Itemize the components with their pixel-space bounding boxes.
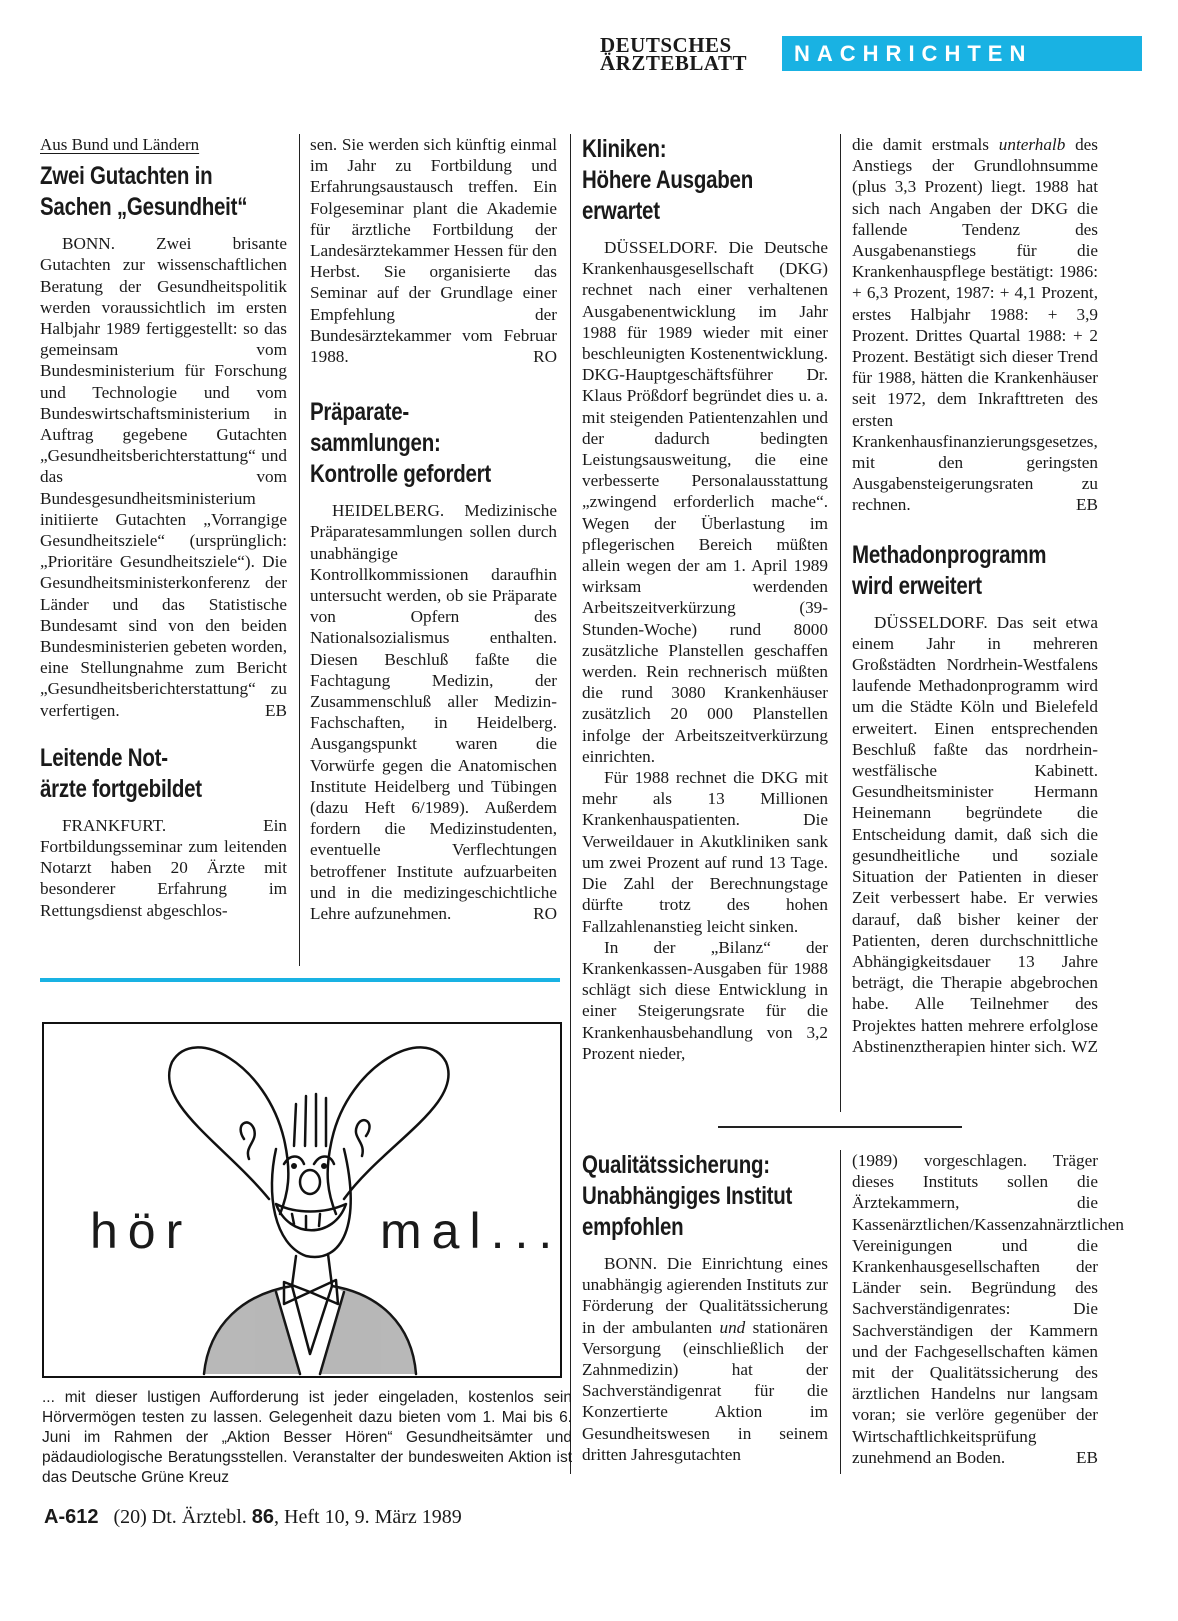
article-title-praeparate: Präparate- sammlungen: Kontrolle gefordert [310, 398, 491, 489]
article-title-gutachten: Zwei Gutachten in Sachen „Gesundheit“ [40, 162, 248, 222]
column-1 [40, 134, 287, 921]
right-ear-inner [356, 1120, 370, 1156]
column-divider [840, 1150, 841, 1474]
journal-issue-date: , Heft 10, 9. März 1989 [274, 1506, 462, 1528]
article-body-gutachten: BONN. Zwei brisante Gutachten zur wissenschaftlichen Beratung der Gesundheitspolitik werden voraussichtlich im ersten Halbjahr 1989 fertiggestellt: so das gemeinsam vom Bundesministerium für Forschung und Technologie und vom Bundeswirtschaftsministerium in Auftrag gegebene Gutachten „Gesundheitsberichterstattung“ und das vom Bundesgesundheitsministerium initiierte Gutachten „Vorrangige Gesundheitsziele“ (ursprünglich: „Prioritäre Gesundheitsziele“). Die Gesundheitsministerkonferenz der Länder und das Statistische Bundesamt sind von den beiden Bundesministerien gebeten worden, eine Stellungnahme zum Bericht „Gesundheitsberichterstattung“ zu verfertigen. EB [40, 234, 287, 720]
author-signature: RO [533, 904, 557, 924]
cartoon-illustration [42, 1022, 562, 1378]
column-4 [852, 134, 1098, 1057]
hair [294, 1094, 326, 1146]
article-title-qualitaet: Qualitätssicherung: Unabhängiges Institut empfohlen [582, 1151, 793, 1241]
author-signature: RO [533, 347, 557, 367]
column-divider [299, 134, 300, 966]
article-body-qualitaet-cont: (1989) vorgeschlagen. Träger dieses Instituts sollen die Ärztekammern, die Kassenärztlichen/Kassenzahnärztlichen Vereinigungen und die Krankenhausgesellschaften der Länder sein. Begründung des Sachverständigenrates: Die Sachverständigen der Kammern und der Fachgesellschaften kämen mit der Qualitätssicherung des ärztlichen Handelns nur langsam voran; sie verlöre gegenüber der Wirtschaftlichkeitsprüfung zunehmend an Boden. EB [852, 1151, 1125, 1467]
article-body-kliniken-p3: In der „Bilanz“ der Krankenkassen-Ausgaben für 1988 schlägt sich diese Entwicklung in einer Steigerungsrate für die Krankenhausbehandlung von 3,2 Prozent nieder, [582, 937, 828, 1063]
author-signature: WZ [1071, 1036, 1098, 1056]
neck [292, 1254, 332, 1286]
article-qualitaet-left [582, 1150, 828, 1465]
left-ear-outline [169, 1047, 288, 1214]
cartoon-word-mal: mal... [380, 1203, 563, 1259]
cartoon-caption: ... mit dieser lustigen Aufforderung ist jeder eingeladen, kostenlos sein Hörvermögen testen zu lassen. Gelegenheit dazu bieten vom 1. Mai bis 6. Juni im Rahmen der „Aktion Besser Hören“ Gesundheitsämter und pädaudiologische Beratungsstellen. Veranstalter der bundesweiten Aktion ist das Deutsche Grüne Kreuz [42, 1389, 572, 1486]
cartoon-drawing [44, 1024, 563, 1376]
article-body-kliniken-p2: Für 1988 rechnet die DKG mit mehr als 13 Millionen Krankenhauspatienten. Die Verweildauer in Akutkliniken sank um zwei Prozent auf rund 13 Tage. Die Zahl der Berechnungstage dürfte trotz des hohen Fallzahlenanstieg leicht sinken. [582, 768, 828, 936]
article-separator [718, 1126, 962, 1128]
column-divider [840, 134, 841, 1112]
article-qualitaet-right [852, 1150, 1125, 1468]
article-title-notaerzte: Leitende Not- ärzte fortgebildet [40, 743, 202, 803]
cartoon-word-hoer: hör [90, 1203, 193, 1259]
journal-citation: (20) Dt. Ärztebl. [113, 1506, 247, 1528]
journal-volume: 86 [251, 1506, 275, 1528]
column-3 [582, 134, 828, 1064]
right-ear-outline [328, 1047, 449, 1214]
article-body-notaerzte: FRANKFURT. Ein Fortbildungsseminar zum leitenden Notarzt haben 20 Ärzte mit besonderer Erfahrung im Rettungsdienst abgeschlos- [40, 815, 287, 920]
column-2 [310, 134, 557, 924]
left-ear-inner [241, 1122, 255, 1159]
article-body-notaerzte-cont: sen. Sie werden sich künftig einmal im Jahr zu Fortbildung und Erfahrungsaustausch treffen. Ein Folgeseminar plant die Akademie für ärztliche Fortbildung der Landesärztekammer Hessen für den Herbst. Sie organisierte das Seminar auf der Grundlage einer Empfehlung der Bundesärztekammer vom Februar 1988. RO [310, 135, 557, 367]
article-title-kliniken: Kliniken: Höhere Ausgaben erwartet [582, 135, 753, 225]
nose [300, 1170, 320, 1194]
article-body-methadon: DÜSSELDORF. Das seit etwa einem Jahr in mehreren Großstädten Nordrhein-Westfalens laufende Methadonprogramm wird um die Städte Köln und Bielefeld erweitert. Einen entsprechenden Beschluß faßte das nordrhein-westfälische Kabinett. Gesundheitsminister Hermann Heinemann begründete die Entscheidung damit, daß sich die gesundheitliche und soziale Situation der Patienten in dieser Zeit verbessert habe. Er verwies darauf, daß bisher keiner der Patienten, deren durchschnittliche Abhängigkeitsdauer 13 Jahre beträgt, die Therapie abgebrochen habe. Alle Teilnehmer des Projektes hatten mehrere erfolglose Abstinenztherapien hinter sich. WZ [852, 612, 1098, 1056]
author-signature: EB [1076, 1447, 1098, 1467]
article-body-qualitaet: BONN. Die Einrichtung eines unabhängig agierenden Instituts zur Förderung der Qualitätssicherung in der ambulanten und stationären Versorgung (einschließlich der Zahnmedizin) hat der Sachverständigenrat für die Konzertierte Aktion im Gesundheitswesen in seinem dritten Jahresgutachten [582, 1254, 828, 1464]
rubric-label: Aus Bund und Ländern [40, 135, 200, 154]
mouth [276, 1204, 346, 1230]
column-divider [570, 134, 571, 1474]
section-banner: NACHRICHTEN [782, 36, 1142, 71]
eyes [284, 1157, 334, 1165]
article-title-methadon: Methadonprogramm wird erweitert [852, 540, 1047, 600]
article-body-kliniken-cont: die damit erstmals unterhalb des Anstiegs der Grundlohnsumme (plus 3,3 Prozent) liegt. 1988 hat sich nach Angaben der DKG die fallende Tendenz des Ausgabenanstiegs für die Krankenhauspflege bestätigt: 1986: + 6,3 Prozent, 1987: + 4,1 Prozent, erstes Halbjahr 1988: + 3,9 Prozent. Drittes Quartal 1988: + 2 Prozent. Bestätigt sich dieser Trend für 1988, hätten die Krankenhäuser seit 1972, dem Inkrafttreten des ersten Krankenhausfinanzierungsgesetzes, mit den geringsten Ausgabensteigerungsraten zu rechnen. EB [852, 135, 1098, 515]
accent-rule [40, 978, 560, 982]
masthead-logo [600, 33, 747, 75]
masthead-line-2: ÄRZTEBLATT [600, 51, 747, 75]
article-body-kliniken-p1: DÜSSELDORF. Die Deutsche Krankenhausgesellschaft (DKG) rechnet nach einer verhaltenen Ausgabenentwicklung im Jahr 1988 für 1989 wieder mit einer beschleunigten Kostenentwicklung. DKG-Hauptgeschäftsführer Dr. Klaus Prößdorf begründet dies u. a. mit steigenden Patientenzahlen und der dadurch bedingten Leistungsausweitung, die eine verbesserte Personalausstattung „zwingend erforderlich mache“. Wegen der Überlastung im pflegerischen Bereich müßten allein wegen der am 1. April 1989 wirksam werdenden Arbeitszeitverkürzung (39-Stunden-Woche) rund 8000 zusätzliche Planstellen geschaffen werden. Rein rechnerisch müßten die rund 3080 Krankenhäuser zusätzlich 20 000 Planstellen infolge der Arbeitszeitverkürzung einrichten. [582, 238, 828, 766]
page-footer [44, 1506, 462, 1529]
masthead-line-1: DEUTSCHES [600, 33, 732, 57]
author-signature: EB [1076, 495, 1098, 515]
article-body-praeparate: HEIDELBERG. Medizinische Präparatesammlungen sollen durch unabhängige Kontrollkommissionen daraufhin untersucht werden, ob sie Präparate von Opfern des Nationalsozialismus enthalten. Diesen Beschluß faßte die Fachtagung Medizin, der Zusammenschluß aller Medizin-Fachschaften, in Heidelberg. Ausgangspunkt waren die Vorwürfe gegen die Anatomischen Institute Heidelberg und Tübingen (dazu Heft 6/1989). Außerdem fordern die Medizinstudenten, eventuelle Verflechtungen betroffener Institute aufzuarbeiten und in die medizingeschichtliche Lehre aufzunehmen. RO [310, 501, 557, 924]
page-number: A-612 [44, 1506, 99, 1528]
author-signature: EB [265, 700, 287, 720]
